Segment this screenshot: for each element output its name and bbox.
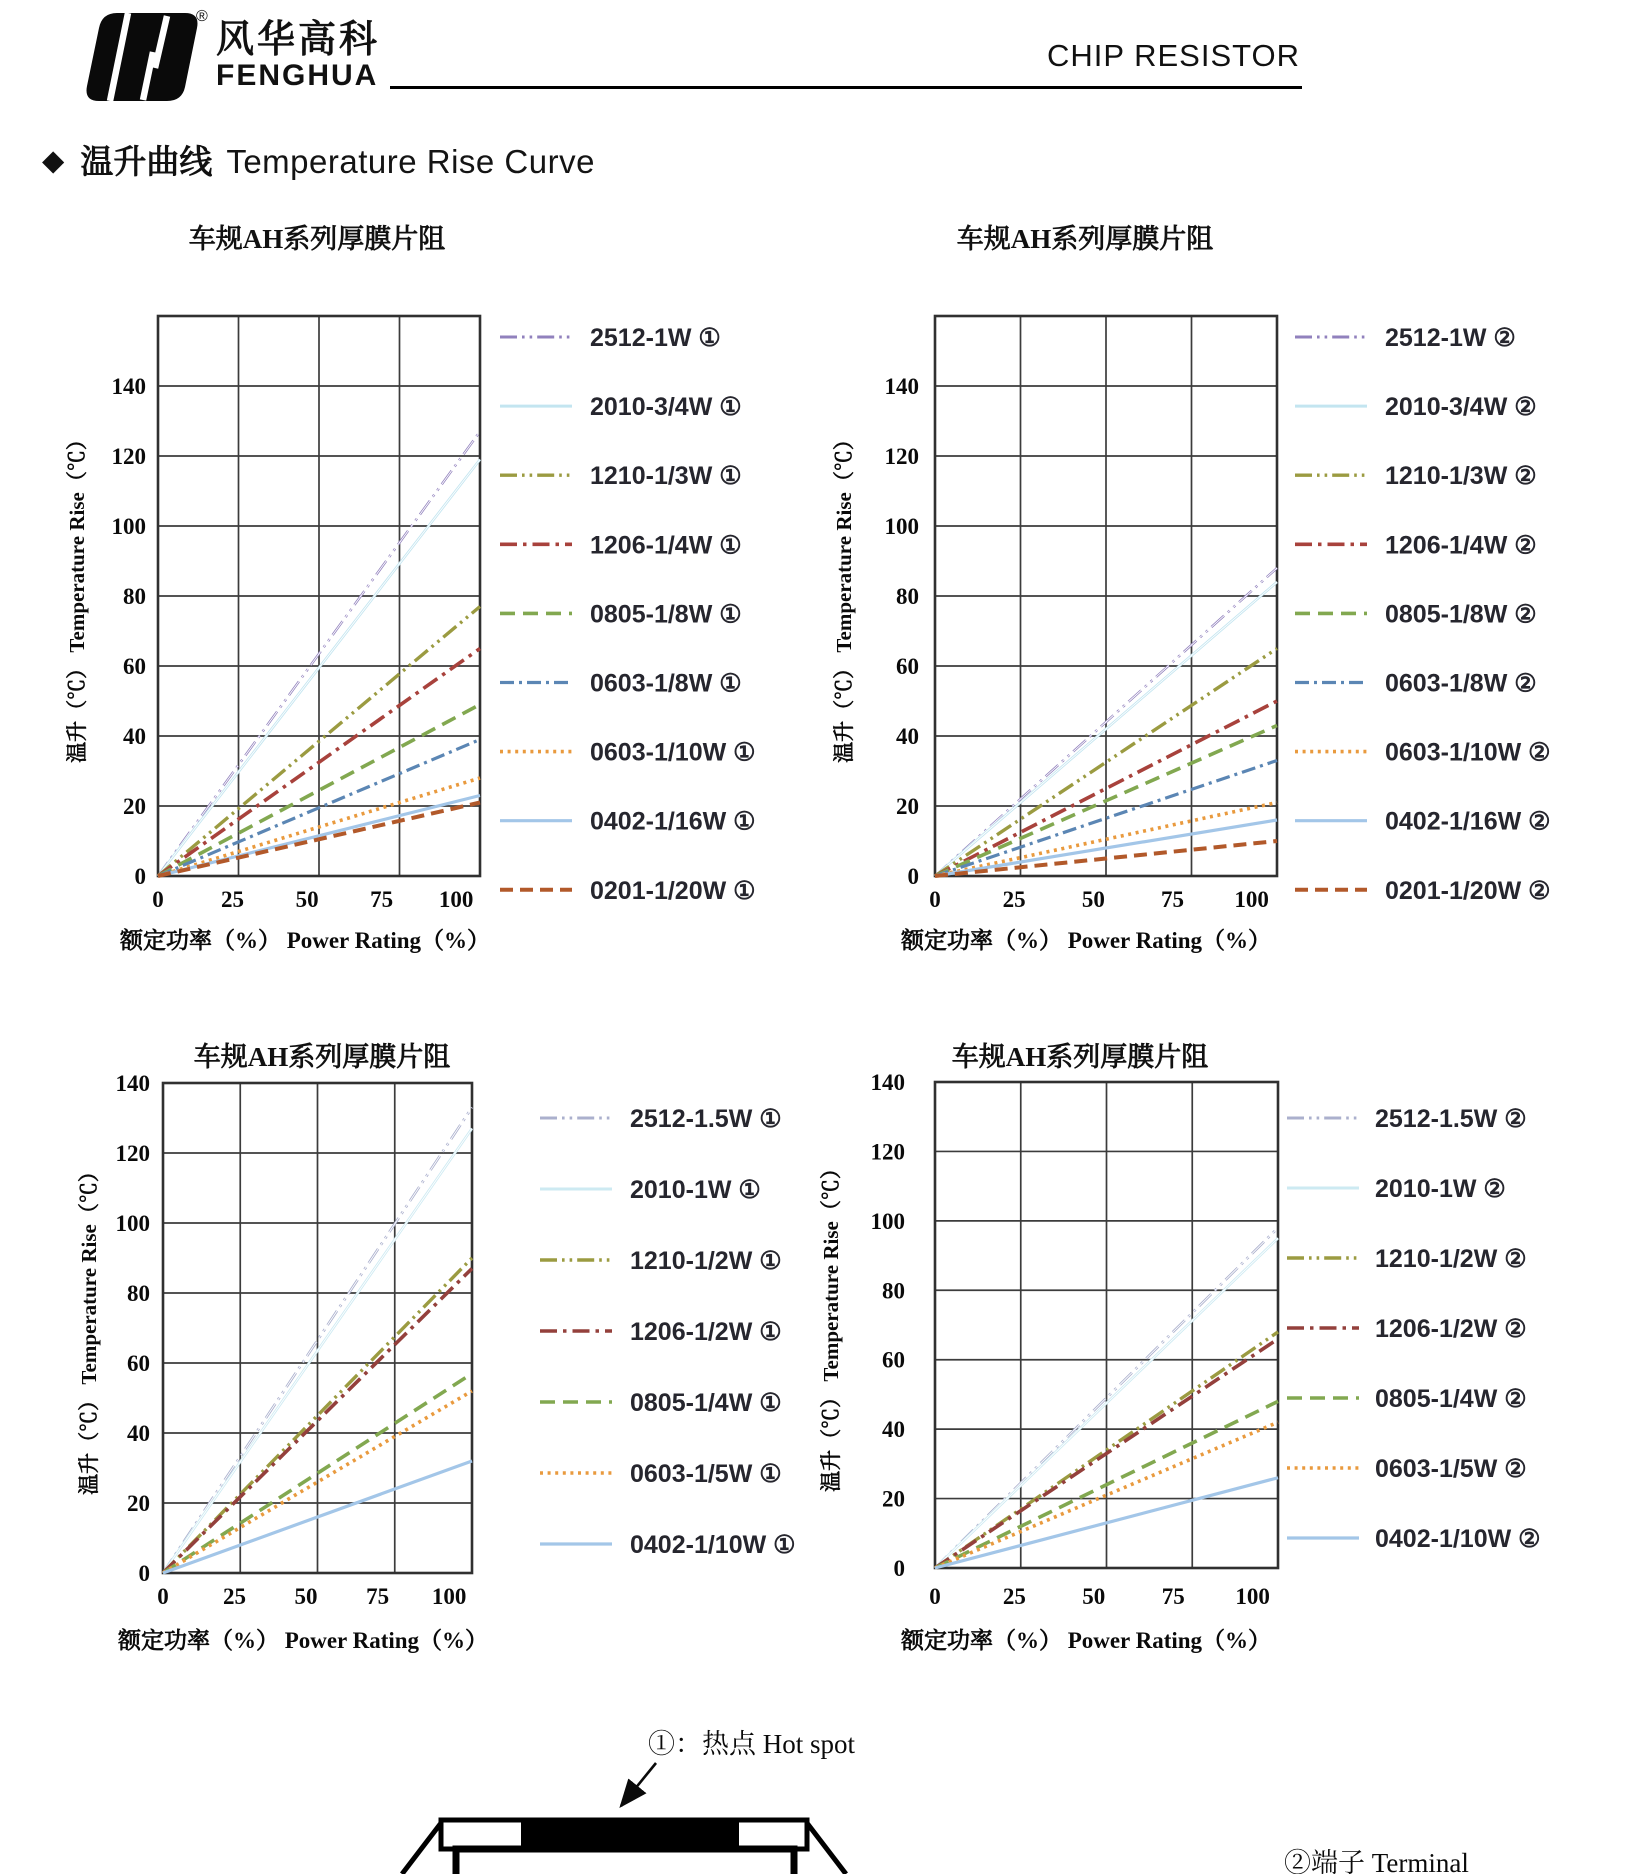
legend-label: 1210-1/3W ① (590, 462, 742, 491)
y-tick-label: 100 (111, 514, 146, 539)
x-axis-title: 额定功率（%） Power Rating（%） (117, 1628, 489, 1653)
y-tick-label: 120 (115, 1141, 150, 1166)
x-tick-label: 25 (223, 1584, 247, 1609)
logo-text-en: FENGHUA (216, 59, 379, 92)
y-axis-title: 温升（℃） Temperature Rise（℃） (819, 1158, 843, 1492)
x-tick-label: 100 (1235, 1584, 1270, 1609)
legend-label: 2010-3/4W ② (1385, 393, 1537, 422)
y-tick-label: 20 (127, 1491, 150, 1516)
legend-label: 0805-1/8W ① (590, 600, 742, 629)
legend-item (1295, 324, 1516, 352)
y-tick-label: 20 (896, 794, 919, 819)
legend-item (540, 1247, 782, 1275)
y-axis-title: 温升（℃） Temperature Rise（℃） (832, 429, 856, 763)
y-tick-label: 40 (882, 1417, 905, 1443)
x-tick-label: 50 (294, 1584, 318, 1609)
legend-label: 0402-1/16W ① (590, 807, 756, 836)
x-tick-label: 100 (1234, 887, 1269, 912)
y-tick-label: 20 (882, 1486, 905, 1512)
legend-label: 0402-1/10W ② (1375, 1525, 1541, 1553)
chart-title: 车规AH系列厚膜片阻 (188, 224, 446, 254)
y-tick-label: 60 (127, 1351, 150, 1376)
y-tick-label: 40 (127, 1421, 150, 1446)
x-tick-label: 25 (1002, 887, 1026, 912)
legend-item (540, 1460, 782, 1488)
legend-label: 1210-1/3W ② (1385, 462, 1537, 491)
chart-title: 车规AH系列厚膜片阻 (956, 224, 1214, 254)
chart-1 (65, 224, 756, 953)
x-tick-label: 50 (1082, 1584, 1106, 1609)
y-tick-label: 120 (111, 444, 146, 469)
y-tick-label: 140 (111, 374, 146, 399)
x-tick-label: 75 (1161, 1584, 1185, 1609)
x-axis-title: 额定功率（%） Power Rating（%） (900, 1628, 1272, 1653)
legend-item (1295, 808, 1551, 836)
y-tick-label: 100 (884, 514, 919, 539)
y-tick-label: 0 (134, 864, 146, 889)
section-title-en: Temperature Rise Curve (226, 143, 595, 180)
legend-item (540, 1176, 761, 1204)
y-axis-title: 温升（℃） Temperature Rise（℃） (65, 429, 89, 763)
chart-4 (819, 1042, 1541, 1653)
legend-label: 2010-1W ② (1375, 1175, 1506, 1203)
legend-item (1287, 1175, 1506, 1203)
x-tick-label: 0 (152, 887, 164, 912)
doc-title: CHIP RESISTOR (1046, 38, 1300, 73)
chart-title: 车规AH系列厚膜片阻 (951, 1042, 1209, 1072)
y-tick-label: 80 (882, 1278, 905, 1304)
legend-label: 0603-1/10W ② (1385, 738, 1551, 767)
terminal-callout-label: ②端子 Terminal (1284, 1848, 1469, 1874)
legend-item (500, 670, 742, 698)
x-tick-label: 50 (1081, 887, 1105, 912)
legend-item (500, 531, 742, 559)
legend-label: 2010-1W ① (630, 1176, 761, 1204)
legend-label: 0603-1/10W ① (590, 738, 756, 767)
y-tick-label: 40 (123, 724, 146, 749)
y-tick-label: 60 (882, 1347, 905, 1373)
legend-item (540, 1318, 782, 1346)
legend-item (500, 462, 742, 490)
y-tick-label: 80 (123, 584, 146, 609)
legend-item (1295, 462, 1537, 490)
legend-label: 0201-1/20W ② (1385, 876, 1551, 905)
legend-label: 2512-1W ② (1385, 324, 1516, 352)
y-tick-label: 100 (115, 1211, 150, 1236)
y-tick-label: 120 (870, 1139, 905, 1165)
legend-label: 0603-1/8W ② (1385, 669, 1537, 698)
legend-item (500, 739, 756, 767)
legend-item (1295, 877, 1551, 905)
legend-item (540, 1389, 782, 1417)
legend-label: 0603-1/5W ② (1375, 1455, 1527, 1483)
legend-label: 0805-1/4W ① (630, 1389, 782, 1417)
hotspot-bar (521, 1820, 739, 1849)
legend-label: 1206-1/4W ② (1385, 531, 1537, 560)
legend-item (500, 600, 742, 628)
diamond-bullet-icon: ◆ (42, 145, 65, 177)
legend-item (1295, 739, 1551, 767)
x-tick-label: 0 (929, 887, 941, 912)
legend-item (500, 393, 742, 421)
legend-item (500, 324, 721, 352)
x-tick-label: 0 (157, 1584, 169, 1609)
x-tick-label: 75 (366, 1584, 390, 1609)
x-tick-label: 100 (438, 887, 474, 912)
legend-label: 1206-1/4W ① (590, 531, 742, 560)
legend-label: 0603-1/5W ① (630, 1460, 782, 1488)
x-tick-label: 25 (1002, 1584, 1026, 1609)
legend-item (1295, 670, 1537, 698)
registered-mark: ® (196, 8, 208, 25)
y-tick-label: 40 (896, 724, 919, 749)
legend-label: 2010-3/4W ① (590, 393, 742, 422)
y-tick-label: 20 (123, 794, 146, 819)
chart-2 (832, 224, 1551, 953)
legend-item (500, 808, 756, 836)
legend-label: 0805-1/4W ② (1375, 1385, 1527, 1413)
logo-text-cn: 风华高科 (216, 19, 381, 61)
x-tick-label: 25 (221, 887, 245, 912)
x-tick-label: 100 (431, 1584, 467, 1609)
y-tick-label: 140 (884, 374, 919, 399)
resistor-diagram (402, 1820, 846, 1874)
y-tick-label: 100 (870, 1208, 905, 1234)
section-title-cn: 温升曲线 (80, 143, 213, 180)
legend-item (540, 1531, 796, 1559)
y-tick-label: 80 (896, 584, 919, 609)
legend-label: 2512-1W ① (590, 324, 721, 352)
x-tick-label: 50 (295, 887, 319, 912)
legend-label: 1206-1/2W ② (1375, 1315, 1527, 1343)
x-axis-title: 额定功率（%） Power Rating（%） (119, 928, 491, 953)
x-axis-title: 额定功率（%） Power Rating（%） (900, 928, 1272, 953)
y-tick-label: 0 (907, 864, 919, 889)
y-tick-label: 140 (115, 1071, 150, 1096)
legend-label: 0402-1/16W ② (1385, 807, 1551, 836)
legend-item (500, 877, 756, 905)
y-tick-label: 0 (138, 1561, 150, 1586)
legend-label: 0402-1/10W ① (630, 1531, 796, 1559)
y-tick-label: 60 (896, 654, 919, 679)
chart-3 (77, 1042, 796, 1653)
hotspot-arrow (621, 1763, 656, 1806)
legend-item (1287, 1245, 1527, 1273)
y-axis-title: 温升（℃） Temperature Rise（℃） (77, 1161, 101, 1495)
hotspot-callout-label: ①：热点 Hot spot (648, 1729, 856, 1759)
legend-label: 0201-1/20W ① (590, 876, 756, 905)
legend-item (1295, 600, 1537, 628)
chart-title: 车规AH系列厚膜片阻 (193, 1042, 451, 1072)
y-tick-label: 140 (870, 1070, 905, 1095)
legend-label: 0805-1/8W ② (1385, 600, 1537, 629)
legend-item (1287, 1385, 1527, 1413)
legend-label: 1210-1/2W ① (630, 1247, 782, 1275)
y-tick-label: 60 (123, 654, 146, 679)
legend-label: 1210-1/2W ② (1375, 1245, 1527, 1273)
legend-item (1287, 1315, 1527, 1343)
y-tick-label: 0 (893, 1556, 905, 1581)
y-tick-label: 80 (127, 1281, 150, 1306)
legend-item (540, 1105, 782, 1133)
legend-label: 2512-1.5W ① (630, 1105, 782, 1133)
x-tick-label: 0 (929, 1584, 941, 1609)
y-tick-label: 120 (884, 444, 919, 469)
legend-item (1287, 1525, 1541, 1553)
legend-item (1287, 1105, 1527, 1133)
legend-label: 2512-1.5W ② (1375, 1105, 1527, 1133)
x-tick-label: 75 (370, 887, 394, 912)
legend-item (1287, 1455, 1527, 1483)
x-tick-label: 75 (1161, 887, 1184, 912)
legend-item (1295, 393, 1537, 421)
legend-item (1295, 531, 1537, 559)
legend-label: 1206-1/2W ① (630, 1318, 782, 1346)
legend-label: 0603-1/8W ① (590, 669, 742, 698)
